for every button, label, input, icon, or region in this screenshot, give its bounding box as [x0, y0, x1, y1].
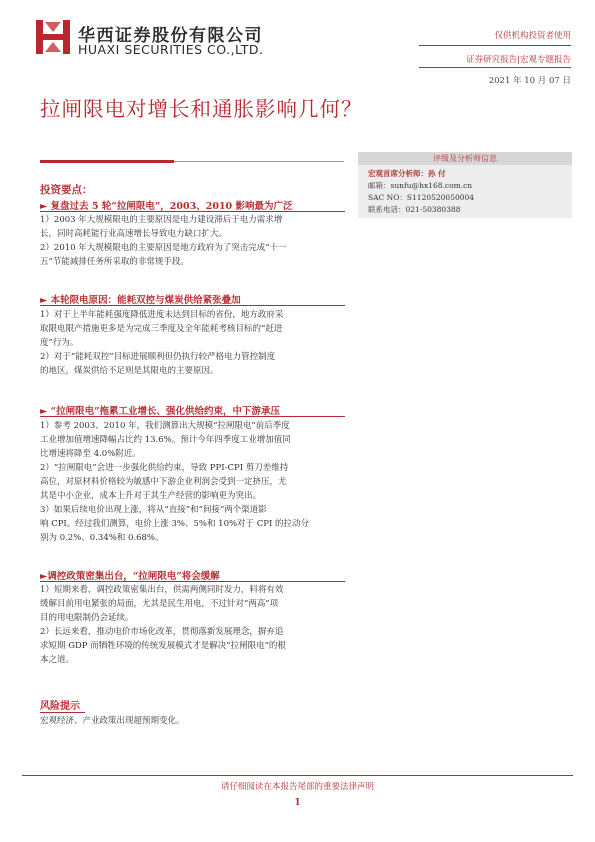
highlights-heading: 投资要点： [40, 184, 93, 196]
section-4-title: ►调控政策密集出台，“拉闸限电”将会缓解 [40, 571, 220, 582]
legal-notice: 请仔细阅读在本报告尾部的重要法律声明 [220, 782, 374, 792]
risk-underline [40, 712, 85, 713]
analyst-email[interactable]: 邮箱：sunfu@hx168.com.cn [368, 181, 473, 190]
section-4-underline [40, 581, 345, 582]
report-date: 2021 年 10 月 07 日 [488, 76, 571, 86]
page-number: 1 [294, 798, 301, 808]
section-2-body: 1）对于上半年能耗强度降低进度未达到目标的省份，地方政府采 取限电限产措施更多是为完成三季度及全年能耗考核目标的“赶进 度”行为。 2）对于“能耗双控”目标进展顺利但仍执行较严格电力管控制度 的地区，煤炭供给不足则是其限电的主要原因。 [40, 310, 284, 376]
analyst-name: 宏观首席分析师：孙 付 [368, 169, 446, 178]
section-1-title: ► 复盘过去 5 轮“拉闸限电”，2003、2010 影响最为广泛 [40, 201, 293, 212]
analyst-sac: SAC NO：S1120520050004 [368, 193, 475, 202]
company-name-en: HUAXI SECURITIES CO.,LTD. [78, 42, 264, 57]
section-3-body: 1）参考 2003、2010 年，我们测算出大规模“拉闸限电”前后季度 工业增加值增速降幅占比约 13.6%。预计今年四季度工业增加值同 比增速将降至 4.0%附近。 2）“拉闸限电”会进一步强化供给约束，导致 PPI-CPI 剪刀差维持 高位，对原材料价格较为敏感中下游企业利润会受到一定挤压，尤 其是中小企业，成本上升对于其生产经营的影响更为突出。 3）如果后续电价出现上涨，将从“直接”和“间接”两个渠道影 响 CPI。经过我们测算，电价上涨 3%、5%和 10%对于 CPI 的拉动分 别为 0.2%、0.34%和 0.68%。 [40, 421, 310, 543]
analyst-box-heading: 评级及分析师信息 [358, 152, 572, 165]
section-2-underline [40, 305, 345, 306]
section-1-underline [40, 211, 345, 212]
title-accent-bar [40, 160, 174, 163]
report-title: 拉闸限电对增长和通胀影响几何？ [40, 97, 363, 121]
report-type: 证券研究报告|宏观专题报告 [466, 55, 571, 65]
huaxi-logo-icon [36, 20, 70, 54]
audience-note: 仅供机构投资者使用 [494, 31, 571, 41]
section-3-underline [40, 416, 345, 417]
risk-heading: 风险提示 [40, 701, 80, 712]
analyst-phone: 联系电话：021-50380388 [368, 205, 461, 214]
section-2-title: ► 本轮限电原因：能耗双控与煤炭供给紧张叠加 [40, 295, 241, 306]
header-divider [419, 45, 571, 46]
section-4-body: 1）短期来看，调控政策密集出台，供需两侧同时发力，料将有效 缓解目前用电紧张的局面，尤其是民生用电，不过针对“两高”项 目的用电限制仍会延续。 2）长远来看，推动电价市场化改革，贯彻落新发展理念，摒弃追 求短期 GDP 而牺牲环境的传统发展模式才是解决“拉闸限电”的根 本之道。 [40, 585, 286, 665]
section-1-body: 1）2003 年大规模限电的主要原因是电力建设滞后于电力需求增 长，同时高耗能行业高速增长导致电力缺口扩大。 2）2010 年大规模限电的主要原因是地方政府为了突击完成“十一 五”节能减排任务所采取的非常规手段。 [40, 215, 287, 267]
header-divider-2 [419, 67, 571, 68]
company-name-cn: 华西证券股份有限公司 [78, 26, 263, 46]
footer-divider [22, 775, 573, 776]
section-3-title: ► “拉闸限电”拖累工业增长、强化供给约束，中下游承压 [40, 406, 281, 417]
analyst-info-box [358, 152, 572, 218]
risk-text: 宏观经济、产业政策出现超预期变化。 [40, 716, 185, 726]
title-divider [174, 161, 344, 162]
